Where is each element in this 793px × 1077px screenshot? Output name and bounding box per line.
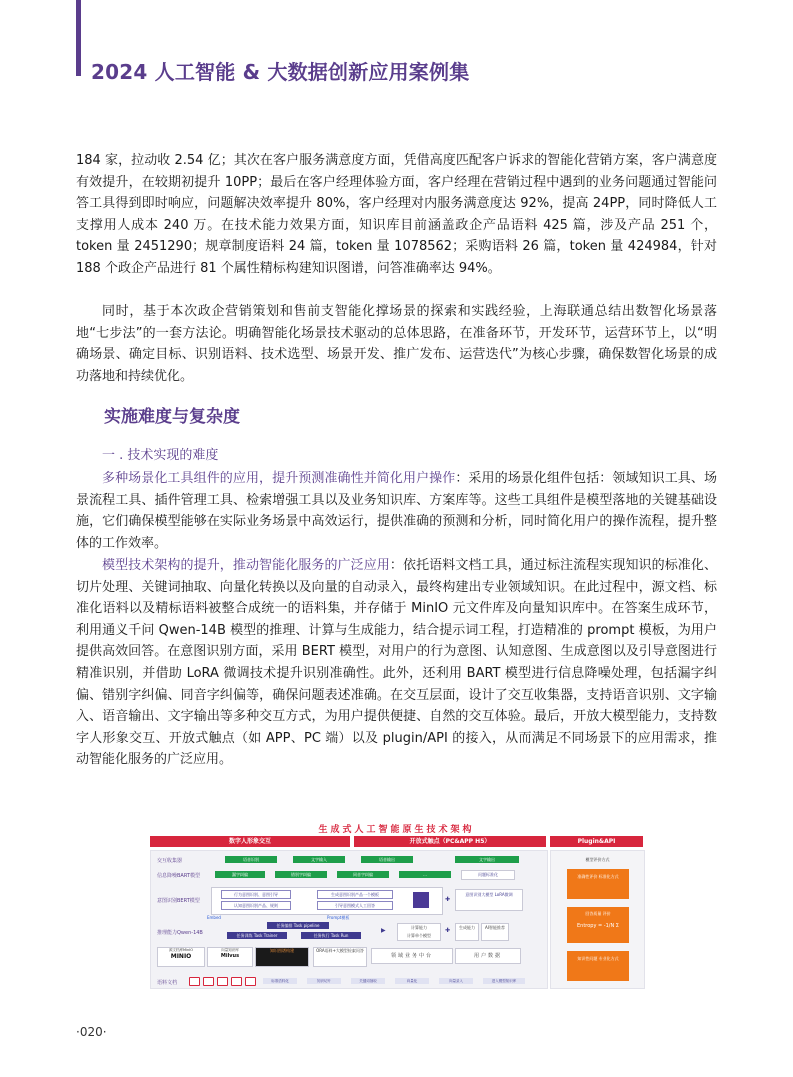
- header-open-touchpoint: 开放式触点（PC&APP H5）: [354, 836, 546, 847]
- minio-box: [157, 947, 205, 967]
- document-icon: [189, 977, 200, 986]
- section-heading: 实施难度与复杂度: [104, 407, 240, 427]
- paragraph-body: ：采用的场景化组件包括：领域知识工具、场景流程工具、插件管理工具、检索增强工具以及业务知识库、方案库等。这些工具组件是模型落地的关键基础设施，它们确保模型能够在实际业务场景中高效运行，提供准确的预测和分析，同时简化用户的操作流程，提升整体的工作效率。: [76, 471, 717, 551]
- compute-sub: 计算单个模型: [407, 933, 431, 938]
- evaluation-box: 准确性评价 标准化方式: [567, 869, 629, 899]
- plus-icon: ✚: [445, 927, 451, 934]
- prompt-label: Prompt模板: [327, 915, 350, 920]
- green-box: …: [399, 871, 451, 878]
- row-label: 语料文档: [157, 980, 178, 986]
- paragraph-architecture: [76, 555, 717, 771]
- row-label: 交互收集器: [157, 858, 183, 864]
- intent-box: 引导意图模式人工回答: [317, 901, 393, 910]
- flow-step: 向量化: [395, 978, 429, 984]
- paragraph-results: 184 家，拉动收 2.54 亿；其次在客户服务满意度方面，凭借高度匹配客户诉求的智能化营销方案，客户满意度有效提升，在较期初提升 10PP；最后在客户经理体验方面，客户经理在营销过程中遇到的业务问题通过智能问答工具得到即时响应，问题解决效率提升 80%，客户经理对内服务满意度达 92%，提高 24PP，同时降低人工支撑用人成本 240 万。在技术能力效果方面，知识库目前涵盖政企产品语料 425 篇，涉及产品 251 个，token 量 2451290；规章制度语料 24 篇，token 量 1078562；采购语料 26 篇，token 量 424984，针对 188 个政企产品进行 81 个属性精标构建知识图谱，问答准确率达 94%。: [76, 153, 717, 276]
- paragraph-methodology: 同时，基于本次政企营销策划和售前支智能化撑场景的探索和实践经验，上海联通总结出数智化场景落地“七步法”的一套方法论。明确智能化场景技术驱动的总体思路，在准备环节，开发环节，运营环节上，以“明确场景、确定目标、识别语料、技术选型、场景开发、推广发布、运营迭代”为核心步骤，确保数智化场景的成功落地和持续优化。: [76, 304, 717, 384]
- paragraph-body: ：依托语料文档工具，通过标注流程实现知识的标准化、切片处理、关键词抽取、向量化转换以及向量的自动录入，最终构建出专业领域知识。在此过程中，源文档、标准化语料以及精标语料被整合成统一的语料集，并存储于 MinIO 元文件库及向量知识库中。在答案生成环节，利用通义千问 Qwen-14B 模型的推理、计算与生成能力，结合提示词工程，打造精准的 prompt 模板，为用户提供高效回答。在意图识别方面，采用 BERT 模型，对用户的行为意图、认知意图、生成意图以及引导意图进行精准识别，并借助 LoRA 微调技术提升识别准确性。此外，还利用 BART 模型进行信息降噪处理，包括漏字纠偏、错别字纠偏、同音字纠偏等，确保问题表述准确。在交互层面，设计了交互收集器，支持语音识别、文字输入、语音输出、文字输出等多种交互方式，为用户提供便捷、自然的交互体验。最后，开放大模型能力，支持数字人形象交互、开放式触点（如 APP、PC 端）以及 plugin/API 的接入，从而满足不同场景下的应用需求，推动智能化服务的广泛应用。: [76, 558, 717, 768]
- flow-step: 进入模型知识库: [483, 978, 525, 984]
- subsection-heading: 一 . 技术实现的难度: [102, 448, 219, 463]
- evaluation-label: 回答质量 评价: [585, 911, 611, 916]
- user-data-box: 用户数据: [455, 948, 521, 964]
- green-box: 文字输出: [455, 856, 519, 863]
- figure-title: 生成式人工智能原生技术架构: [318, 825, 475, 835]
- small-label: Embed: [207, 915, 221, 920]
- paragraph-lead: 模型技术架构的提升，推动智能化服务的广泛应用: [102, 558, 390, 573]
- entropy-formula: Entropy = -1/N Σ: [577, 923, 619, 929]
- row-label: 信息降噪BART模型: [157, 873, 201, 879]
- row-label: 推理能力Qwen-14B: [157, 930, 203, 936]
- evaluation-box: [567, 907, 629, 943]
- document-icon: [217, 977, 228, 986]
- plus-icon: ✚: [445, 896, 451, 903]
- task-box: 任务执行 Task Run: [301, 932, 361, 939]
- flow-step: 知识切片: [307, 978, 341, 984]
- green-box: 错别字纠偏: [275, 871, 327, 878]
- architecture-panel: [150, 850, 548, 989]
- problem-standardization: 问题标准化: [461, 870, 515, 880]
- paragraph-tool-components: [76, 468, 717, 554]
- intent-box: 行为意图识别、意图引导: [221, 890, 291, 899]
- minio-logo: MINIO: [170, 953, 192, 960]
- model-block: [413, 892, 429, 908]
- milvus-box: [207, 947, 253, 967]
- domain-platform-box: 领域业务中台: [371, 948, 453, 964]
- paragraph-lead: 多种场景化工具组件的应用，提升预测准确性并简化用户操作: [102, 471, 456, 486]
- architecture-figure: [150, 820, 643, 990]
- header-plugin-api: Plugin&API: [550, 836, 643, 847]
- green-box: 语音输出: [361, 856, 413, 863]
- page-header-title: 2024 人工智能 & 大数据创新应用案例集: [91, 60, 470, 84]
- evaluation-panel: [550, 850, 645, 989]
- green-box: 语音识别: [225, 856, 277, 863]
- page-number: ·020·: [76, 1025, 107, 1039]
- flow-step: 向量录入: [439, 978, 473, 984]
- document-icon: [231, 977, 242, 986]
- lora-box: 意图识别大模型 LoRA微调: [455, 889, 523, 911]
- arrow-right-icon: ▶: [381, 927, 386, 934]
- compute-box: [397, 923, 441, 941]
- document-icon: [245, 977, 256, 986]
- knowledge-graph-box: 知识图谱构建: [255, 947, 309, 967]
- flow-step: 标准语料化: [263, 978, 297, 984]
- green-box: 文字输入: [293, 856, 345, 863]
- evaluation-box: 知识性问题 专业化方式: [567, 951, 629, 981]
- ai-recommend-box: AI智能推荐: [481, 923, 509, 941]
- task-box: 任务编排 Task pipeline: [267, 922, 329, 929]
- task-box: 任务训练 Task Trainer: [227, 932, 287, 939]
- document-icon: [203, 977, 214, 986]
- evaluation-title: 模型评价方式: [585, 857, 610, 862]
- flow-step: 关键词抽取: [351, 978, 385, 984]
- milvus-logo: Milvus: [220, 953, 240, 959]
- row-label: 意图识别BERT模型: [157, 898, 200, 904]
- intent-box: 生成意图识别产品一个模板: [317, 890, 393, 899]
- green-box: 同音字纠偏: [337, 871, 389, 878]
- green-box: 漏字纠偏: [215, 871, 265, 878]
- compute-label: 计算能力: [411, 925, 427, 930]
- header-accent-bar: [76, 0, 81, 76]
- minio-caption: 源文档库MinIO: [169, 948, 193, 952]
- header-digital-human: 数字人形象交互: [150, 836, 350, 847]
- generate-box: 生成能力: [455, 923, 479, 941]
- intent-box: 认知意图识别产品、规则: [221, 901, 291, 910]
- rag-box: ORA语料+大模型检索问答: [313, 947, 367, 967]
- milvus-caption: 向量知识库: [221, 948, 239, 952]
